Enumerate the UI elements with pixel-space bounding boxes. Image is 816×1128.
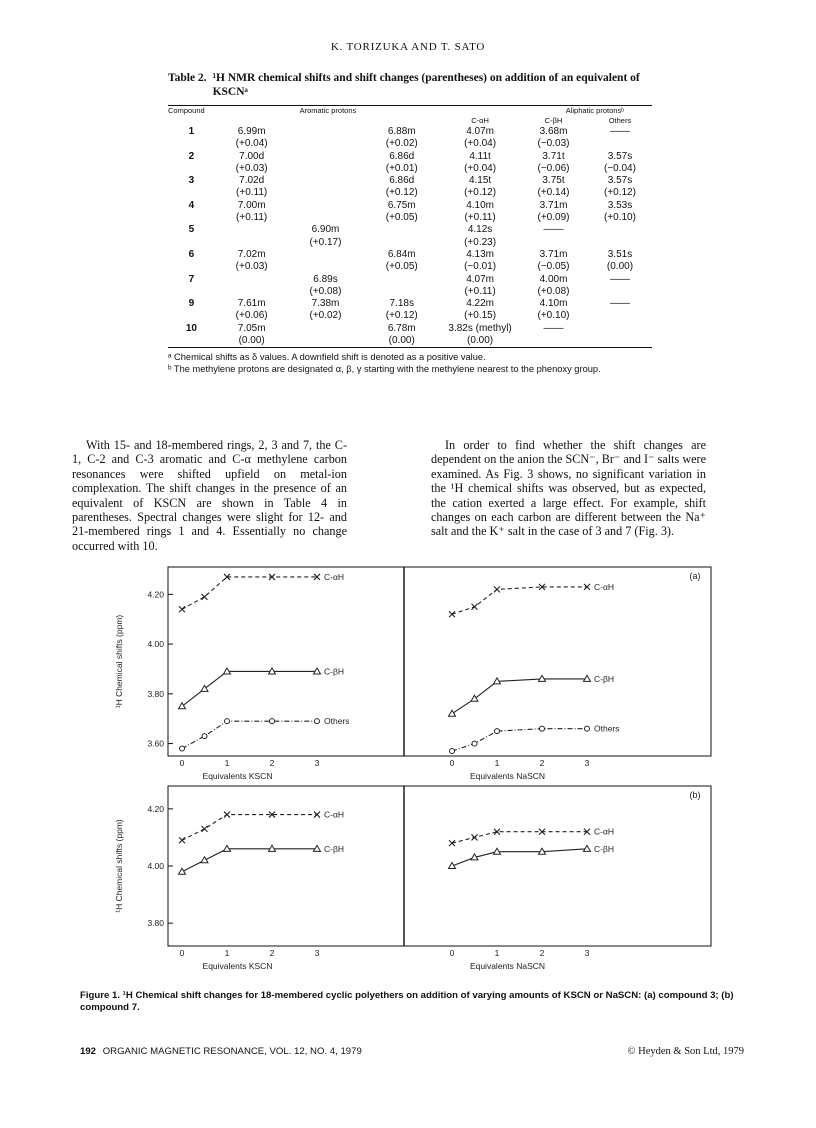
table-cell: (+0.02): [309, 310, 342, 322]
nmr-table-block: [168, 71, 652, 375]
table-cell: (+0.11): [236, 212, 268, 224]
table-cell: [519, 237, 588, 249]
x-tick-label: 2: [539, 758, 545, 768]
x-tick-label: 1: [224, 758, 230, 768]
y-axis-label: ¹H Chemical shifts (ppm): [114, 819, 124, 913]
data-point: [225, 719, 230, 724]
body-text-left: [72, 438, 347, 553]
compound-number: 2: [188, 150, 195, 162]
table-cell: [362, 237, 441, 249]
data-point: [180, 746, 185, 751]
compound-number: [168, 237, 215, 249]
table-cell: 4.10m: [539, 298, 568, 310]
table-cell: (+0.12): [385, 187, 418, 199]
table-cell: 6.88m: [387, 126, 416, 137]
table-cell: 6.90m: [311, 224, 340, 236]
data-point: [471, 695, 478, 701]
table-cell: (+0.09): [537, 212, 570, 224]
table-cell: [588, 237, 652, 249]
compound-number: [168, 261, 215, 273]
table-cell: (+0.23): [464, 236, 497, 248]
body-text-right: [431, 438, 706, 539]
table-cell: 6.75m: [387, 199, 416, 211]
data-point: [179, 606, 185, 612]
series-label: C-αH: [324, 809, 345, 820]
table-cell: [362, 286, 441, 298]
table-cell: 4.00m: [539, 273, 568, 285]
figure-caption: [80, 990, 750, 1013]
table-cell: 6.89s: [313, 273, 338, 285]
table-cell: (−0.06): [537, 162, 570, 174]
data-point: [315, 719, 320, 724]
table-cell: (0.00): [467, 335, 494, 347]
compound-number: [168, 212, 215, 224]
table-cell: (−0.05): [537, 261, 570, 273]
compound-number: 3: [188, 175, 195, 187]
col-header-c-alpha: C-αH: [471, 116, 489, 125]
table-cell: 3.57s: [607, 175, 633, 187]
table-cell: (+0.04): [235, 138, 268, 150]
table-row: [168, 298, 652, 310]
data-point: [472, 604, 478, 610]
table-cell: [588, 224, 652, 236]
figure-1: [110, 560, 736, 990]
y-tick-label: 4.20: [147, 803, 164, 814]
series-line-ch: [452, 587, 587, 614]
table-cell: 7.00d: [239, 150, 265, 162]
table-caption-text: ¹H NMR chemical shifts and shift changes (parentheses) on addition of an equivalent of KSCNᵃ: [212, 72, 640, 98]
data-point: [179, 868, 186, 874]
table-cell: 6.86d: [389, 150, 415, 162]
table-cell: (+0.04): [464, 162, 497, 174]
table-cell: 4.07m: [466, 273, 494, 285]
data-point: [494, 586, 500, 592]
y-tick-label: 3.80: [147, 688, 164, 699]
table-cell: [588, 323, 652, 335]
col-header-others: Others: [608, 116, 632, 125]
table-cell: [588, 286, 652, 298]
compound-number: 10: [185, 322, 197, 334]
running-header: K. TORIZUKA AND T. SATO: [330, 41, 486, 53]
table-cell: [588, 335, 652, 347]
table-cell: [215, 237, 289, 249]
table-row: [168, 187, 652, 199]
compound-number: [168, 310, 215, 322]
table-cell: (+0.02): [385, 138, 418, 150]
table-cell: 6.99m: [237, 126, 266, 137]
table-cell: [588, 138, 652, 150]
data-point: [585, 726, 590, 731]
footnote-b: ᵇ The methylene protons are designated α, β, γ starting with the methylene nearest to the phenoxy group.: [168, 363, 601, 374]
data-point: [450, 749, 455, 754]
page-number: 192: [80, 1046, 97, 1057]
table-cell: 6.86d: [389, 175, 415, 187]
table-cell: (+0.12): [603, 187, 636, 199]
compound-number: [168, 286, 215, 298]
y-tick-label: 4.00: [147, 861, 164, 871]
table-cell: (+0.10): [603, 212, 636, 224]
figure-caption-text: ¹H Chemical shift changes for 18-membered cyclic polyethers on addition of varying amounts of KSCN or NaSCN: (a) compound 3; (b) compound 7.: [80, 990, 734, 1013]
compound-number: [168, 335, 215, 347]
table-cell: 3.57s: [607, 150, 633, 162]
table-row: [168, 249, 652, 261]
data-point: [179, 837, 185, 843]
table-cell: [289, 187, 363, 199]
table-cell: (+0.01): [385, 162, 418, 174]
footer-copyright: © Heyden & Son Ltd, 1979: [627, 1046, 744, 1057]
y-tick-label: 4.00: [147, 639, 164, 650]
figure-1-svg: [110, 560, 736, 990]
table-cell: 3.53s: [607, 199, 633, 211]
table-cell: 7.02d: [239, 175, 265, 187]
table-cell: 4.10m: [466, 199, 494, 211]
series-label: Others: [324, 716, 350, 727]
table-row: [168, 286, 652, 298]
table-label: Table 2.: [168, 72, 207, 84]
x-tick-label: 0: [449, 758, 455, 768]
table-cell: (+0.12): [385, 310, 418, 322]
table-row: [168, 310, 652, 322]
table-cell: ——: [543, 322, 564, 334]
data-point: [202, 734, 207, 739]
series-label: C-αH: [594, 581, 615, 592]
data-point: [224, 812, 230, 818]
table-cell: ——: [543, 224, 564, 236]
table-cell: [289, 261, 363, 273]
nmr-table: [168, 106, 652, 347]
table-footnotes: [168, 352, 652, 375]
table-row: [168, 151, 652, 163]
paragraph-right: In order to find whether the shift changes are dependent on the anion the SCN⁻, Br⁻ and I⁻ salts were examined. As Fig. 3 shows, no significant variation in the ¹H chemical shifts was observed, but as expected, the cation exerted a large effect. For example, shift changes on each carbon are different between the Na⁺ salt and the K⁺ salt in the case of 3 and 7 (Fig. 3).: [431, 438, 706, 539]
table-cell: [362, 274, 441, 286]
table-cell: [289, 212, 363, 224]
table-cell: (+0.05): [385, 261, 418, 273]
x-tick-label: 3: [584, 948, 590, 958]
series-label: C-αH: [594, 826, 615, 837]
series-line-ch: [452, 832, 587, 843]
table-cell: 6.84m: [387, 248, 416, 260]
table-cell: (+0.17): [309, 236, 342, 248]
table-cell: (+0.08): [309, 285, 342, 297]
x-axis-label: Equivalents KSCN: [202, 961, 273, 971]
table-cell: (+0.11): [464, 285, 496, 297]
data-point: [202, 826, 208, 832]
table-cell: [289, 200, 363, 212]
table-cell: (−0.01): [464, 261, 497, 273]
series-label: C-βH: [324, 666, 344, 677]
x-tick-label: 3: [584, 758, 590, 768]
data-point: [202, 594, 208, 600]
table-cell: 3.68m: [539, 126, 568, 137]
table-cell: (+0.11): [464, 212, 496, 224]
series-label: Others: [594, 723, 620, 734]
table-cell: (+0.03): [235, 162, 268, 174]
x-axis-label: Equivalents NaSCN: [469, 961, 546, 971]
table-cell: 7.05m: [237, 322, 266, 334]
col-header-compound: Compound: [168, 106, 205, 115]
table-cell: (+0.05): [385, 212, 418, 224]
table-cell: 4.07m: [466, 126, 494, 137]
series-line-ch: [452, 679, 587, 714]
table-row: [168, 335, 652, 347]
table-cell: 3.71m: [539, 248, 568, 260]
table-row: [168, 212, 652, 224]
x-axis-label: Equivalents KSCN: [202, 771, 273, 781]
series-label: C-βH: [324, 843, 344, 854]
table-row: [168, 261, 652, 273]
table-cell: (+0.06): [235, 310, 268, 322]
table-cell: 4.15t: [468, 175, 492, 187]
x-tick-label: 1: [494, 948, 500, 958]
x-axis-label: Equivalents NaSCN: [469, 771, 546, 781]
table-cell: (+0.04): [464, 138, 497, 150]
data-point: [495, 729, 500, 734]
table-row: [168, 200, 652, 212]
table-cell: [289, 175, 363, 187]
table-cell: 3.71t: [542, 150, 565, 162]
col-header-c-beta: C-βH: [544, 116, 563, 125]
table-row: [168, 323, 652, 335]
footnote-a: ᵃ Chemical shifts as δ values. A downfield shift is denoted as a positive value.: [168, 352, 486, 363]
series-line-ch: [182, 577, 317, 609]
compound-number: 9: [188, 298, 195, 310]
table-cell: [289, 126, 363, 138]
compound-number: 5: [188, 224, 195, 236]
table-cell: (−0.04): [603, 162, 636, 174]
table-cell: (+0.03): [235, 261, 268, 273]
y-tick-label: 3.80: [147, 918, 164, 929]
table-row: [168, 224, 652, 236]
table-caption: [168, 71, 652, 99]
data-point: [472, 741, 477, 746]
compound-number: 1: [188, 126, 195, 137]
table-cell: [519, 335, 588, 347]
series-label: C-βH: [594, 843, 614, 854]
x-tick-label: 1: [494, 758, 500, 768]
table-cell: 3.51s: [607, 248, 633, 260]
series-line-others: [452, 729, 587, 751]
x-tick-label: 3: [314, 948, 320, 958]
col-header-aliphatic: Aliphatic protonsᵇ: [565, 106, 624, 115]
y-tick-label: 4.20: [147, 589, 164, 600]
series-label: C-αH: [324, 571, 345, 582]
x-tick-label: 1: [224, 948, 230, 958]
table-cell: 3.82s (methyl): [448, 322, 512, 334]
series-label: C-βH: [594, 673, 614, 684]
data-point: [449, 611, 455, 617]
table-cell: ——: [609, 298, 630, 310]
table-cell: (+0.08): [537, 285, 570, 297]
table-cell: [362, 224, 441, 236]
table-cell: 6.78m: [387, 322, 416, 334]
table-cell: (0.00): [606, 261, 634, 273]
table-cell: (+0.12): [464, 187, 497, 199]
paragraph-left: With 15- and 18-membered rings, 2, 3 and 7, the C-1, C-2 and C-3 aromatic and C-α methylene carbon resonances were shifted upfield on metal-ion complexation. The shift changes in the presence of an equivalent of KSCN are shown in Table 4 in parentheses. Spectral changes were slight for 12- and 21-membered rings 1 and 4. Essentially no change occurred with 10.: [72, 438, 347, 553]
table-cell: 4.13m: [466, 248, 494, 260]
data-point: [540, 726, 545, 731]
compound-number: 7: [188, 273, 195, 285]
table-row: [168, 274, 652, 286]
table-cell: [289, 335, 363, 347]
table-cell: [289, 138, 363, 150]
table-cell: 3.75t: [542, 175, 565, 187]
col-header-aromatic: Aromatic protons: [299, 106, 357, 115]
table-cell: (0.00): [238, 335, 265, 347]
table-cell: 7.18s: [389, 298, 414, 310]
table-row: [168, 163, 652, 175]
table-cell: [215, 274, 289, 286]
panel-frame: [168, 786, 711, 946]
table-cell: (+0.11): [236, 187, 268, 199]
table-row: [168, 237, 652, 249]
table-cell: [215, 286, 289, 298]
data-point: [179, 703, 186, 709]
table-row: [168, 138, 652, 150]
table-cell: 4.22m: [466, 298, 494, 310]
table-cell: 3.71m: [539, 199, 568, 211]
x-tick-label: 0: [449, 948, 455, 958]
compound-number: 6: [188, 248, 195, 260]
table-cell: 4.11t: [469, 150, 491, 162]
table-cell: [289, 323, 363, 335]
table-cell: 7.02m: [237, 248, 266, 260]
table-cell: [289, 151, 363, 163]
data-point: [270, 719, 275, 724]
panel-label: (a): [689, 571, 701, 581]
x-tick-label: 3: [314, 758, 320, 768]
compound-number: [168, 187, 215, 199]
table-cell: (+0.14): [537, 187, 570, 199]
compound-number: [168, 138, 215, 150]
x-tick-label: 0: [179, 948, 185, 958]
x-tick-label: 2: [269, 948, 275, 958]
x-tick-label: 0: [179, 758, 185, 768]
table-cell: ——: [609, 273, 630, 285]
x-tick-label: 2: [539, 948, 545, 958]
data-point: [449, 710, 456, 716]
journal-name: ORGANIC MAGNETIC RESONANCE, VOL. 12, NO. 4, 1979: [102, 1046, 362, 1057]
table-row: [168, 175, 652, 187]
table-cell: 4.12s: [467, 224, 493, 236]
table-cell: (0.00): [388, 335, 415, 347]
table-cell: (+0.15): [464, 310, 497, 322]
table-cell: [289, 249, 363, 261]
table-cell: 7.00m: [237, 199, 266, 211]
table-cell: (−0.03): [537, 138, 570, 150]
data-point: [314, 812, 320, 818]
panel-label: (b): [689, 790, 701, 800]
y-axis-label: ¹H Chemical shifts (ppm): [114, 614, 124, 709]
series-line-ch: [182, 815, 317, 841]
compound-number: 4: [188, 199, 195, 211]
table-cell: [588, 310, 652, 322]
table-cell: [215, 224, 289, 236]
y-tick-label: 3.60: [147, 738, 164, 749]
table-row: [168, 126, 652, 138]
data-point: [201, 685, 208, 691]
panel-frame: [168, 567, 711, 756]
data-point: [201, 857, 208, 863]
figure-label: Figure 1.: [80, 990, 120, 1001]
table-cell: [289, 163, 363, 175]
table-cell: 7.38m: [311, 298, 340, 310]
data-point: [584, 845, 591, 851]
table-cell: (+0.10): [537, 310, 570, 322]
table-cell: ——: [609, 126, 630, 137]
x-tick-label: 2: [269, 758, 275, 768]
footer-journal: [80, 1046, 362, 1057]
compound-number: [168, 163, 215, 175]
table-cell: 7.61m: [237, 298, 266, 310]
